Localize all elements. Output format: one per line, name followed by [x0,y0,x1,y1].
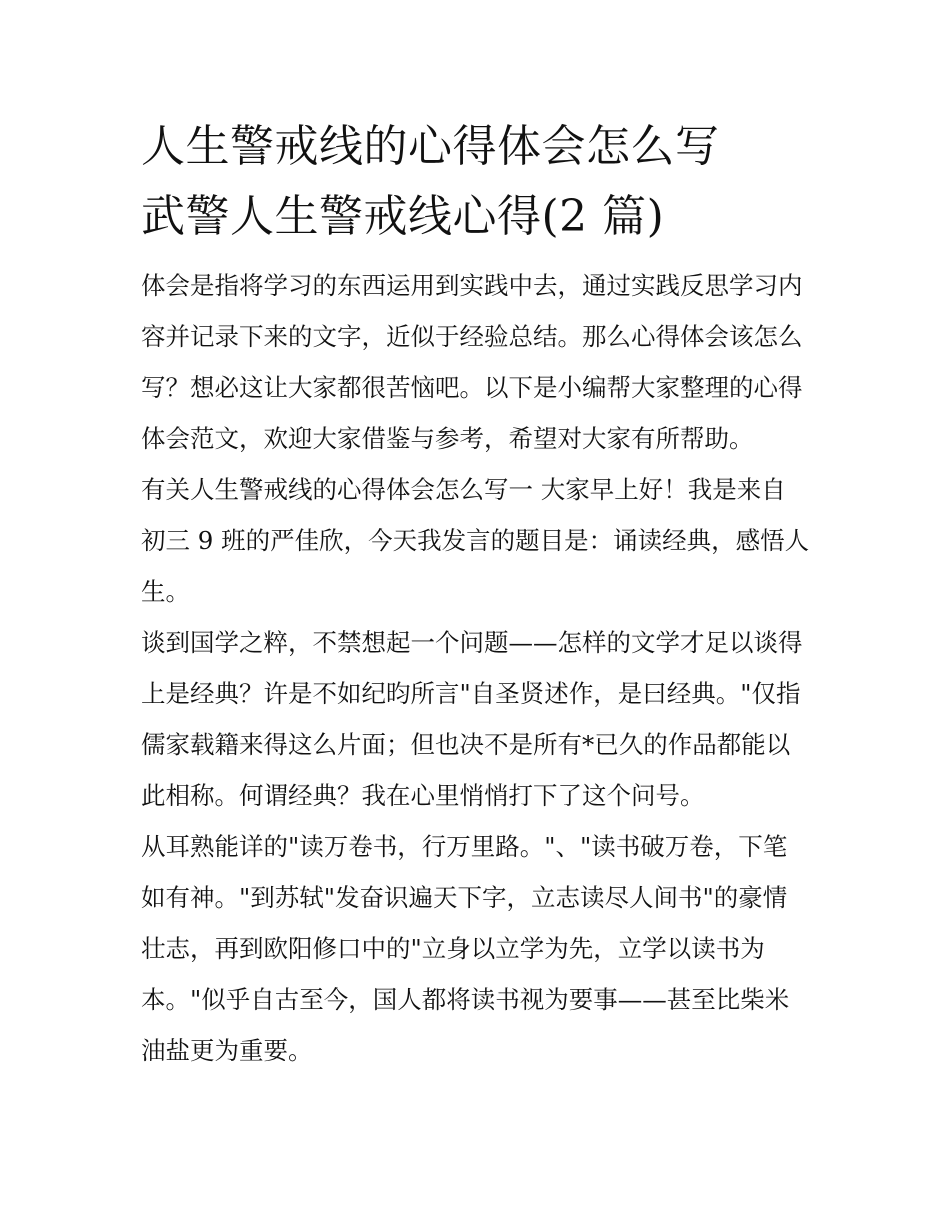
text-line: 儒家载籍来得这么片面；但也决不是所有*已久的作品都能以 [141,730,791,759]
text-line: 壮志，再到欧阳修口中的"立身以立学为先，立学以读书为 [141,934,765,963]
text-line: 初三 9 班的严佳欣，今天我发言的题目是：诵读经典，感悟人 [141,526,810,555]
text-line: 油盐更为重要。 [141,1036,313,1065]
text-line: 上是经典？许是不如纪昀所言"自圣贤述作，是曰经典。"仅指 [141,679,801,708]
paragraph-reading [141,821,816,1076]
text-line: 体会是指将学习的东西运用到实践中去，通过实践反思学习内 [141,271,803,300]
text-line: 谈到国学之粹，不禁想起一个问题——怎样的文学才足以谈得 [141,628,803,657]
paragraph-opening [141,464,816,617]
title-line: 武警人生警戒线心得(2 篇) [141,191,665,242]
document-page [141,112,816,1076]
document-title [141,112,816,252]
document-body [141,260,816,1076]
title-line: 人生警戒线的心得体会怎么写 [141,121,720,172]
paragraph-classics [141,617,816,821]
text-line: 体会范文，欢迎大家借鉴与参考，希望对大家有所帮助。 [141,424,754,453]
text-line: 写？想必这让大家都很苦恼吧。以下是小编帮大家整理的心得 [141,373,803,402]
text-line: 生。 [141,577,190,606]
text-line: 容并记录下来的文字，近似于经验总结。那么心得体会该怎么 [141,322,803,351]
paragraph-intro [141,260,816,464]
text-line: 此相称。何谓经典？我在心里悄悄打下了这个问号。 [141,781,705,810]
text-line: 有关人生警戒线的心得体会怎么写一 大家早上好！我是来自 [141,475,786,504]
text-line: 从耳熟能详的"读万卷书，行万里路。"、"读书破万卷，下笔 [141,832,788,861]
text-line: 如有神。"到苏轼"发奋识遍天下字，立志读尽人间书"的豪情 [141,883,788,912]
text-line: 本。"似乎自古至今，国人都将读书视为要事——甚至比柴米 [141,985,790,1014]
